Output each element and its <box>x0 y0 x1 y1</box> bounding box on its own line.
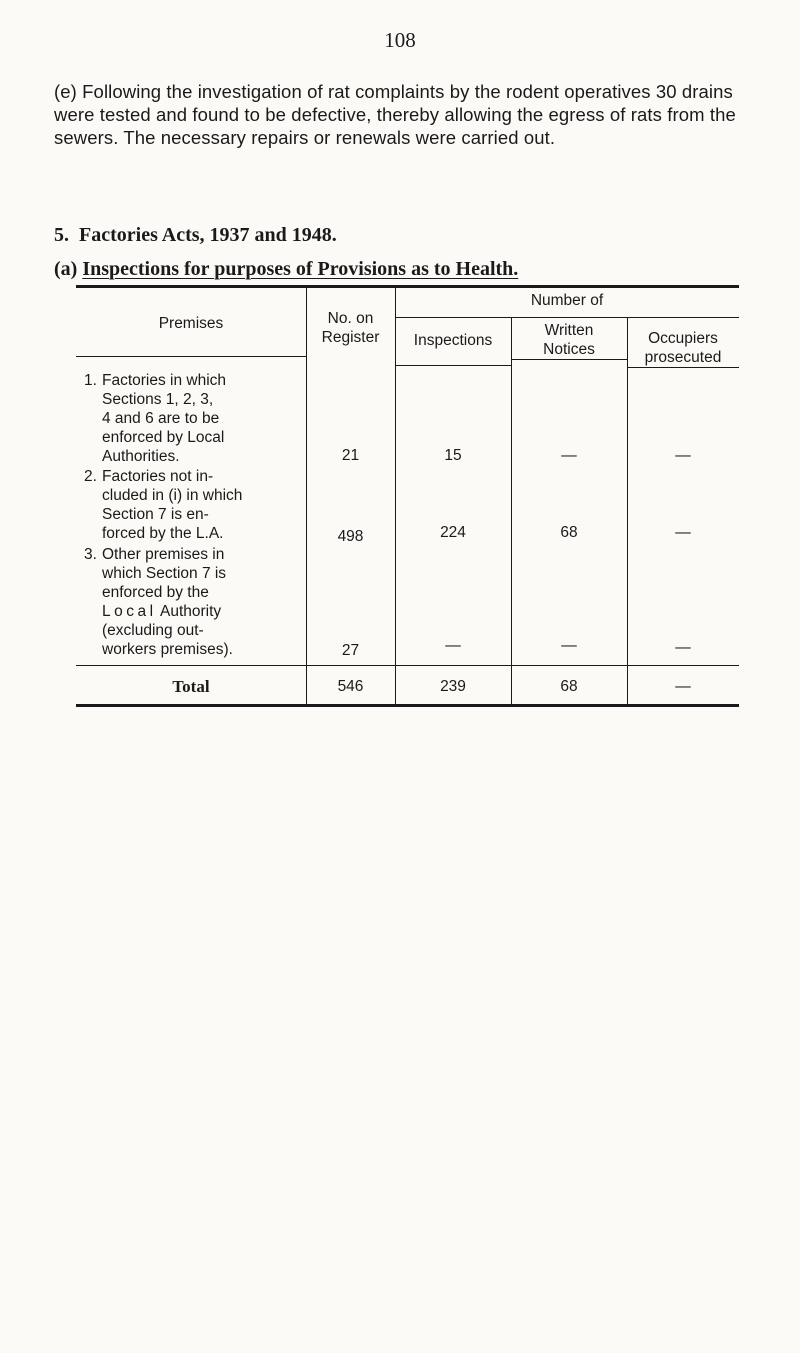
table-top-rule <box>76 285 739 288</box>
row-1-prosecuted: — <box>675 447 691 464</box>
row-2-notices: 68 <box>560 524 578 541</box>
table-row-3-premises: 3. Other premises in which Section 7 is enforced by the Local Authority (excluding out- workers premises). <box>84 546 233 658</box>
header-inspections: Inspections <box>413 332 493 349</box>
table-row-2-premises: 2. Factories not in- cluded in (i) in which Section 7 is en- forced by the L.A. <box>84 468 243 542</box>
table-row-1-premises: 1. Factories in which Sections 1, 2, 3, 4 and 6 are to be enforced by Local Authorities. <box>84 372 227 465</box>
table-bottom-rule <box>76 704 739 707</box>
row-3-inspections: — <box>445 637 461 654</box>
header-rule <box>76 356 306 357</box>
row-3-register: 27 <box>341 642 360 659</box>
number-of-rule <box>395 317 739 318</box>
sub-heading-title: Inspections for purposes of Provisions as to Health. <box>82 258 519 280</box>
header-premises: Premises <box>158 315 224 332</box>
row-1-notices: — <box>561 447 577 464</box>
total-rule <box>76 665 739 666</box>
inspections-table <box>84 285 739 710</box>
total-register: 546 <box>337 678 364 695</box>
total-prosecuted: — <box>675 678 691 695</box>
total-label: Total <box>172 677 210 696</box>
page-number: 108 <box>384 28 416 52</box>
total-notices: 68 <box>560 678 578 695</box>
row-2-prosecuted: — <box>675 524 691 541</box>
header-rule <box>627 367 739 368</box>
row-3-prosecuted: — <box>675 639 691 656</box>
section-heading: 5. Factories Acts, 1937 and 1948. <box>54 224 337 246</box>
header-written-notices: Written Notices <box>543 322 595 358</box>
row-1-register: 21 <box>341 447 360 464</box>
row-3-notices: — <box>561 637 577 654</box>
header-number-of: Number of <box>530 292 604 309</box>
row-2-register: 498 <box>337 528 364 545</box>
row-1-inspections: 15 <box>444 447 462 464</box>
row-2-inspections: 224 <box>440 524 466 541</box>
header-register: No. on Register <box>321 310 380 346</box>
sub-heading-prefix: (a) <box>54 258 78 280</box>
header-rule <box>511 359 627 360</box>
sub-heading <box>54 258 518 281</box>
body-paragraph: (e) Following the investigation of rat complaints by the rodent operatives 30 drains were tested and found to be defective, thereby allowing the egress of rats from the sewers. The necessary repairs or renewals were carried out. <box>54 81 736 148</box>
header-rule <box>395 365 511 366</box>
total-inspections: 239 <box>440 678 466 695</box>
header-occupiers-prosecuted: Occupiers prosecuted <box>644 330 722 366</box>
